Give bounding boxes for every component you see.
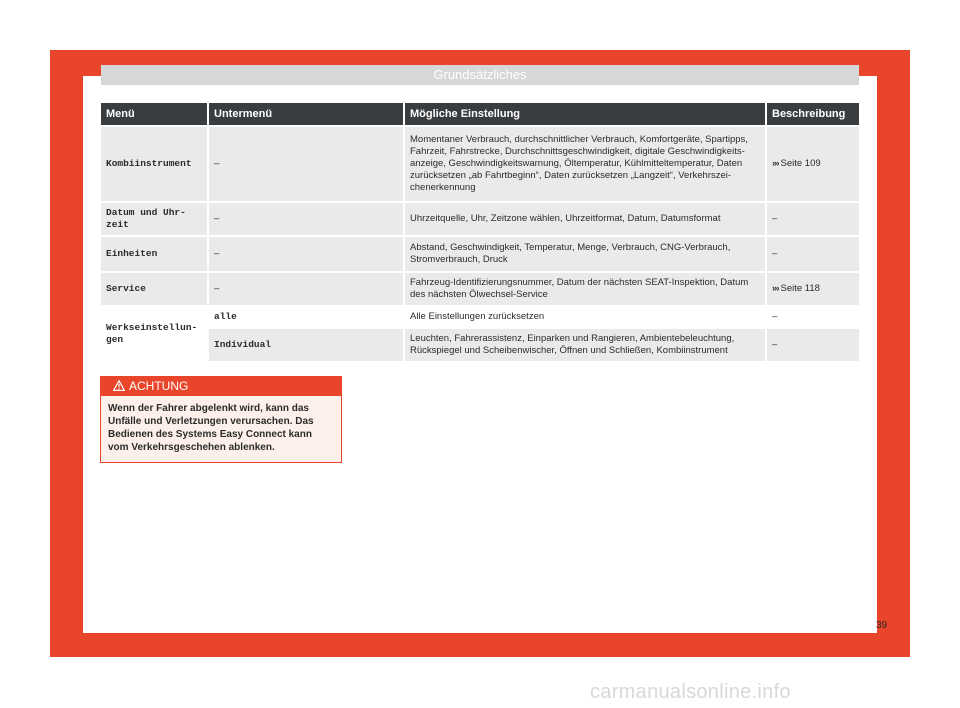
column-header-submenu: Untermenü (209, 103, 405, 125)
setting-cell: Alle Einstellungen zurücksetzen (405, 307, 767, 327)
warning-triangle-icon (113, 380, 125, 391)
submenu-cell: – (209, 237, 405, 271)
link-arrows-icon: ››› (772, 158, 779, 169)
setting-cell: Momentaner Verbrauch, durchschnittlicher Verbrauch, Komfortgeräte, Spartipps, Fahrzeit, Fahrstrecke, Durchschnittsgeschwindigkeit, digitale Geschwindigkeits-anzeige, Geschwindigkeitswarnung, Öltemperatur, Kühlmitteltemperatur, Daten zurücksetzen „ab Fahrtbeginn“, Daten zurücksetzen „Langzeit“, Verkehrszei-chenerkennung (405, 127, 767, 201)
submenu-cell: Individual (209, 329, 405, 361)
menu-cell: Datum und Uhr-zeit (101, 203, 209, 235)
column-header-setting: Mögliche Einstellung (405, 103, 767, 125)
link-arrows-icon: ››› (772, 283, 779, 294)
description-cell: – (767, 203, 859, 235)
watermark: carmanualsonline.info (590, 681, 791, 703)
setting-cell: Abstand, Geschwindigkeit, Temperatur, Menge, Verbrauch, CNG-Verbrauch, Stromverbrauch, Druck (405, 237, 767, 271)
menu-cell: Einheiten (101, 237, 209, 271)
menu-cell: Service (101, 273, 209, 305)
warning-box (100, 376, 342, 463)
section-title: Grundsätzliches (433, 67, 527, 82)
setting-cell: Leuchten, Fahrerassistenz, Einparken und Rangieren, Ambientebeleuchtung, Rückspiegel und Scheibenwischer, Öffnen und Schließen, Kombiinstrument (405, 329, 767, 361)
table-row (101, 329, 859, 361)
submenu-cell: alle (209, 307, 405, 327)
warning-header (101, 377, 341, 396)
column-header-description: Beschreibung (767, 103, 859, 125)
warning-title: ACHTUNG (129, 379, 189, 393)
warning-text: Wenn der Fahrer abgelenkt wird, kann das Unfälle und Verletzungen verursachen. Das Bedienen des Systems Easy Connect kann vom Verkehrsgeschehen ablenken. (108, 403, 314, 453)
submenu-cell: – (209, 203, 405, 235)
column-header-menu: Menü (101, 103, 209, 125)
table-row (101, 307, 859, 327)
page-reference-link[interactable]: Seite 109 (780, 158, 821, 169)
setting-cell: Fahrzeug-Identifizierungsnummer, Datum der nächsten SEAT-Inspektion, Datum des nächsten Ölwechsel-Service (405, 273, 767, 305)
description-cell: – (767, 307, 859, 327)
table-row (101, 273, 859, 305)
menu-cell: Werkseinstellun-gen (101, 307, 209, 361)
description-cell[interactable] (767, 127, 859, 201)
description-cell: – (767, 329, 859, 361)
table-row (101, 127, 859, 201)
description-cell[interactable] (767, 273, 859, 305)
page-number: 39 (876, 620, 888, 631)
settings-table (101, 101, 859, 363)
description-cell: – (767, 237, 859, 271)
table-row (101, 203, 859, 235)
table-row (101, 237, 859, 271)
page-reference-link[interactable]: Seite 118 (780, 283, 820, 294)
submenu-cell: – (209, 273, 405, 305)
table-header-row (101, 103, 859, 125)
setting-cell: Uhrzeitquelle, Uhr, Zeitzone wählen, Uhrzeitformat, Datum, Datumsformat (405, 203, 767, 235)
section-header (101, 65, 859, 85)
submenu-cell: – (209, 127, 405, 201)
menu-cell: Kombiinstrument (101, 127, 209, 201)
